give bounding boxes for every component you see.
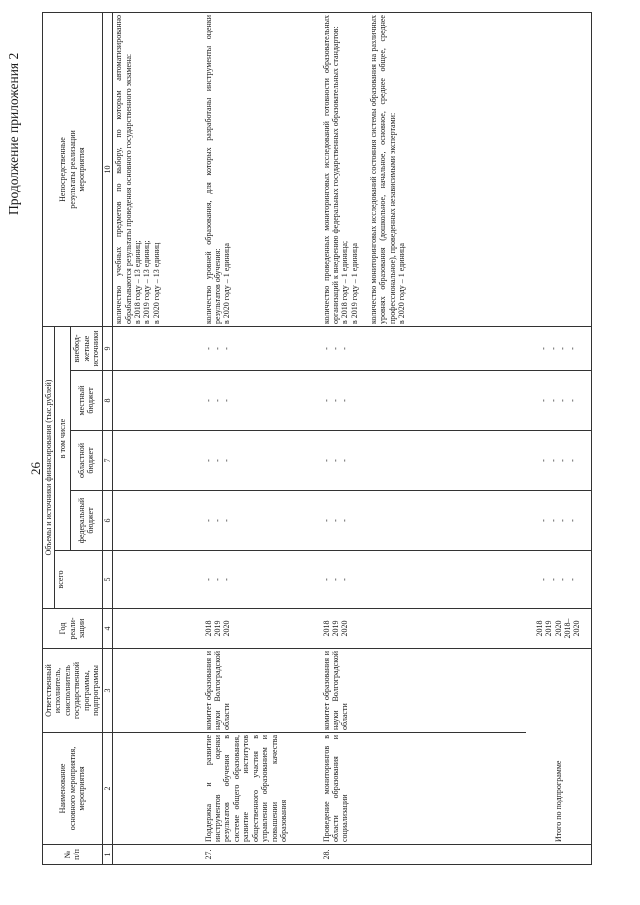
years-cell <box>526 609 592 649</box>
responsible-cell: комитет образования и науки Волгоградской области <box>321 649 526 733</box>
row-number: 28. <box>321 845 526 865</box>
dash-value: - <box>321 459 331 462</box>
dash-value: - <box>203 399 213 402</box>
header-name: Наименование основного мероприятия, мероприятия <box>43 733 103 845</box>
header-federal: федеральный бюджет <box>71 491 102 551</box>
years-cell <box>321 609 526 649</box>
dash-value: - <box>331 347 340 350</box>
dash-value: - <box>539 399 549 402</box>
table-row <box>203 13 321 865</box>
federal-cell <box>203 491 321 551</box>
dash-value: - <box>539 459 549 462</box>
col-number: 6 <box>102 491 112 551</box>
header-regional: областной бюджет <box>71 431 102 491</box>
year-value: 2018 <box>321 620 331 637</box>
total-cell <box>526 551 592 609</box>
responsible-cell: комитет образования и науки Волгоградской области <box>203 649 321 733</box>
dash-value: - <box>203 519 213 522</box>
federal-cell <box>526 491 592 551</box>
measure-name: Проведение мониторингов в области образования и социализации <box>321 733 526 845</box>
dash-value: - <box>567 347 577 350</box>
dash-value: - <box>558 578 568 581</box>
dash-value: - <box>340 399 350 402</box>
table-row <box>321 13 526 865</box>
dash-value: - <box>222 459 232 462</box>
dash-value: - <box>548 459 558 462</box>
header-extra: внебюд- жетные источники <box>71 327 102 371</box>
year-value: 2020 <box>553 620 563 637</box>
dash-value: - <box>331 459 340 462</box>
col-number: 3 <box>102 649 112 733</box>
extra-cell <box>526 327 592 371</box>
dash-value: - <box>321 399 331 402</box>
dash-value: - <box>321 519 331 522</box>
dash-value: - <box>331 399 340 402</box>
header-total: всего <box>55 551 102 609</box>
header-results: Непосредственные результаты реализации мероприятия <box>43 13 103 327</box>
dash-value: - <box>321 347 331 350</box>
dash-value: - <box>340 578 350 581</box>
dash-value: - <box>222 399 232 402</box>
dash-value: - <box>213 519 222 522</box>
total-cell <box>321 551 526 609</box>
header-year: Год реали- зации <box>43 609 103 649</box>
result-cell: количество проведенных мониторинговых исследований готовности образовательных организаций к внедрению федеральных государственных образовательных стандартов: в 2018 году – 1 единица; в 2019 году – 1 единица количество мониторинговых исследований состояния системы образования на различных уровнях образования (дошкольное, начальное, основное, среднее общее, среднее профессиональное), проведенных независимыми экспертами: в 2020 году – 1 единица <box>321 13 526 327</box>
total-cell <box>203 551 321 609</box>
dash-value: - <box>203 578 213 581</box>
regional-cell <box>203 431 321 491</box>
year-value: 2018–2020 <box>563 618 582 639</box>
continuation-heading: Продолжение приложения 2 <box>6 52 21 215</box>
result-cell: количество учебных предметов по выбору, по которым автоматизированно обрабатываются результаты проведения основного государственного экзамена: в 2018 году – 13 единиц; в 2019 году – 13 единиц; в 2020 году – 13 единиц <box>113 13 203 327</box>
result-cell: количество уровней образования, для которых разработаны инструменты оценки результатов обучения: в 2020 году – 1 единица <box>203 13 321 327</box>
table-row <box>113 13 203 865</box>
regional-cell <box>321 431 526 491</box>
dash-value: - <box>558 459 568 462</box>
dash-value: - <box>539 519 549 522</box>
dash-value: - <box>222 519 232 522</box>
column-number-row <box>102 13 112 865</box>
year-value: 2019 <box>213 620 222 637</box>
local-cell <box>203 371 321 431</box>
total-label: Итого по подпрограмме <box>526 649 592 845</box>
year-value: 2018 <box>203 620 213 637</box>
dash-value: - <box>321 578 331 581</box>
dash-value: - <box>539 347 549 350</box>
dash-value: - <box>340 459 350 462</box>
dash-value: - <box>203 459 213 462</box>
dash-value: - <box>558 519 568 522</box>
year-value: 2018 <box>534 620 544 637</box>
measure-name: Поддержка и развитие инструментов оценки результатов обучения в системе общего образования, развитие институтов общественного участия в управлении образованием и повышении качества образования <box>203 733 321 845</box>
col-number: 5 <box>102 551 112 609</box>
years-cell <box>203 609 321 649</box>
extra-cell <box>321 327 526 371</box>
dash-value: - <box>567 399 577 402</box>
regional-cell <box>526 431 592 491</box>
row-number: 27. <box>203 845 321 865</box>
year-value: 2020 <box>340 620 350 637</box>
dash-value: - <box>548 347 558 350</box>
col-number: 10 <box>102 13 112 327</box>
dash-value: - <box>213 459 222 462</box>
total-row <box>526 13 592 865</box>
dash-value: - <box>548 399 558 402</box>
col-number: 4 <box>102 609 112 649</box>
dash-value: - <box>558 347 568 350</box>
header-finance: Объемы и источники финансирования (тыс.рублей) <box>43 327 55 609</box>
dash-value: - <box>340 347 350 350</box>
local-cell <box>321 371 526 431</box>
col-number: 1 <box>102 845 112 865</box>
dash-value: - <box>331 519 340 522</box>
dash-value: - <box>548 578 558 581</box>
dash-value: - <box>340 519 350 522</box>
local-cell <box>526 371 592 431</box>
program-table <box>42 12 592 865</box>
dash-value: - <box>567 578 577 581</box>
header-num: № п/п <box>43 845 103 865</box>
dash-value: - <box>567 519 577 522</box>
dash-value: - <box>539 578 549 581</box>
dash-value: - <box>331 578 340 581</box>
federal-cell <box>321 491 526 551</box>
col-number: 7 <box>102 431 112 491</box>
extra-cell <box>203 327 321 371</box>
page-number: 26 <box>28 462 43 475</box>
year-value: 2019 <box>544 620 554 637</box>
dash-value: - <box>222 578 232 581</box>
header-local: местный бюджет <box>71 371 102 431</box>
col-number: 2 <box>102 733 112 845</box>
year-value: 2020 <box>222 620 232 637</box>
dash-value: - <box>213 347 222 350</box>
header-including: в том числе <box>55 327 71 551</box>
year-value: 2019 <box>331 620 340 637</box>
col-number: 9 <box>102 327 112 371</box>
dash-value: - <box>203 347 213 350</box>
dash-value: - <box>213 578 222 581</box>
dash-value: - <box>213 399 222 402</box>
dash-value: - <box>558 399 568 402</box>
header-responsible: Ответственный исполнитель, соисполнитель государственной программы, подпрограммы <box>43 649 103 733</box>
dash-value: - <box>548 519 558 522</box>
dash-value: - <box>567 459 577 462</box>
dash-value: - <box>222 347 232 350</box>
col-number: 8 <box>102 371 112 431</box>
